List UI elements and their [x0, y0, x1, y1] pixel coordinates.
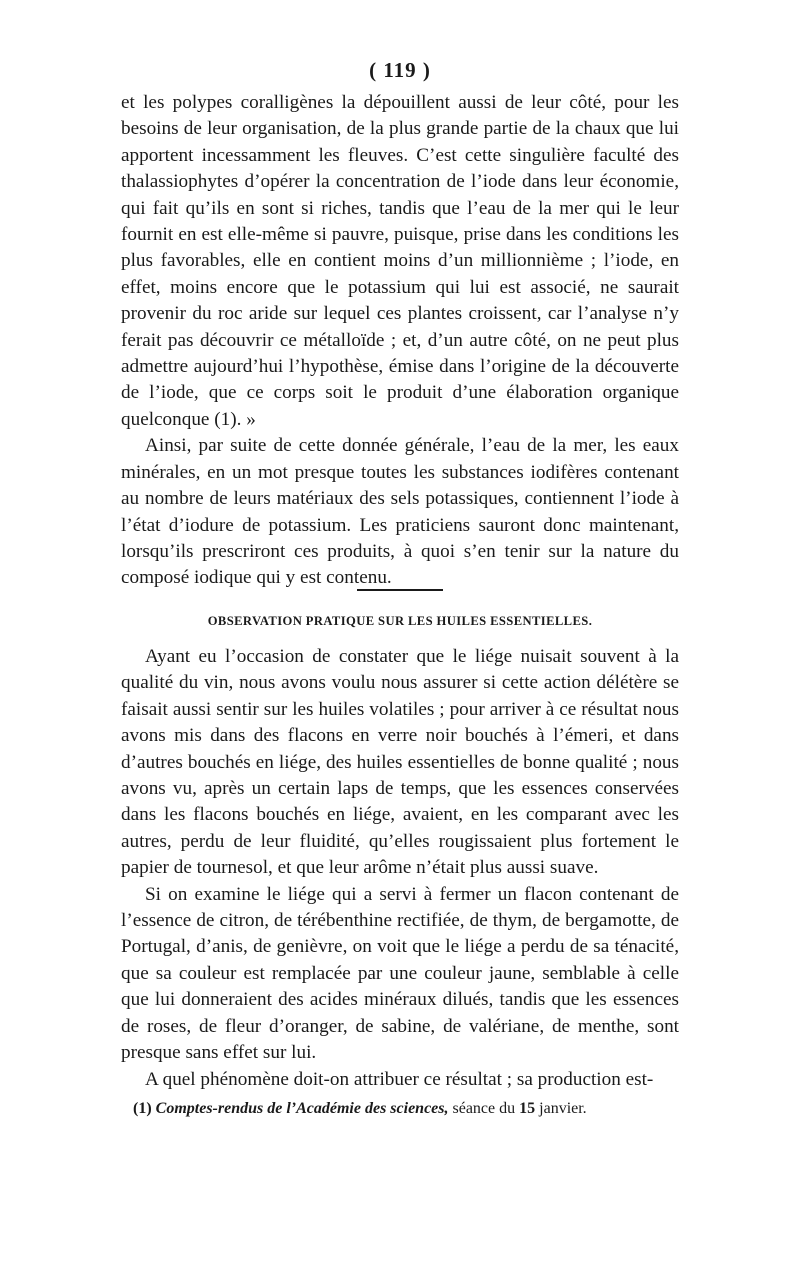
- paragraph-continuation: et les polypes coralligènes la dépouillent aussi de leur côté, pour les besoins de leur organisation, de la plus grande partie de la chaux que lui apportent incessamment les fleuves. C’est cette singulière faculté des thalassiophytes d’opérer la concentration de l’iode dans leur économie, qui fait qu’ils en sont si riches, tandis que l’eau de la mer qui le leur fournit en est elle-même si pauvre, puisque, prise dans les conditions les plus favorables, elle en contient moins d’un millionnième ; l’iode, en effet, moins encore que le potassium qui lui est associé, ne saurait provenir du roc aride sur lequel ces plantes croissent, car l’analyse n’y ferait pas découvrir ce métalloïde ; et, d’un autre côté, on ne peut plus admettre aujourd’hui l’hypothèse, émise dans l’origine de la découverte de l’iode, que ce corps soit le produit d’une élaboration organique quelconque (1). »: [121, 92, 679, 430]
- section-divider: [357, 589, 443, 591]
- footnote-source-title: Comptes-rendus de l’Académie des sciences,: [155, 1100, 449, 1117]
- footnote-marker: (1): [133, 1100, 152, 1117]
- paragraph-observation: Ayant eu l’occasion de constater que le liége nuisait souvent à la qualité du vin, nous avons voulu nous assurer si cette action délétère se faisait aussi sentir sur les huiles volatiles ; pour arriver à ce résultat nous avons mis dans des flacons en verre noir bouchés à l’émeri, et dans d’autres bouchés en liége, des huiles essentielles de bonne qualité ; nous avons vu, après un certain laps de temps, que les essences conservées dans les flacons bouchés en liége, avaient, en les comparant avec les autres, perdu de leur fluidité, qu’elles rougissaient plus fortement le papier de tournesol, et que leur arôme n’était plus aussi suave.: [121, 646, 679, 879]
- body-text: [121, 90, 679, 592]
- paragraph-question: A quel phénomène doit-on attribuer ce résultat ; sa production est-: [145, 1068, 654, 1090]
- footnote-date-number: 15: [519, 1100, 536, 1117]
- section-body: [121, 644, 679, 1093]
- paragraph-ainsi: Ainsi, par suite de cette donnée générale, l’eau de la mer, les eaux minérales, en un mot presque toutes les substances iodifères contenant au nombre de leurs matériaux des sels potassiques, contiennent l’iode à l’état d’iodure de potassium. Les praticiens sauront donc maintenant, lorsqu’ils prescriront ces produits, à quoi s’en tenir sur la nature du composé iodique qui y est contenu.: [121, 435, 679, 589]
- section-heading: OBSERVATION PRATIQUE SUR LES HUILES ESSENTIELLES.: [207, 614, 593, 628]
- page-number: ( 119 ): [369, 58, 431, 82]
- footnote-text-before-date: séance du: [448, 1100, 520, 1117]
- paragraph-examination: Si on examine le liége qui a servi à fermer un flacon contenant de l’essence de citron, de térébenthine rectifiée, de thym, de bergamotte, de Portugal, d’anis, de genièvre, on voit que le liége a perdu de sa ténacité, que sa couleur est remplacée par une couleur jaune, semblable à celle que lui donneraient des acides minéraux dilués, tandis que les essences de roses, de fleur d’oranger, de sabine, de valériane, de menthe, sont presque sans effet sur lui.: [121, 883, 679, 1064]
- footnote-text-after-date: janvier.: [535, 1100, 587, 1117]
- footnote: [133, 1098, 679, 1120]
